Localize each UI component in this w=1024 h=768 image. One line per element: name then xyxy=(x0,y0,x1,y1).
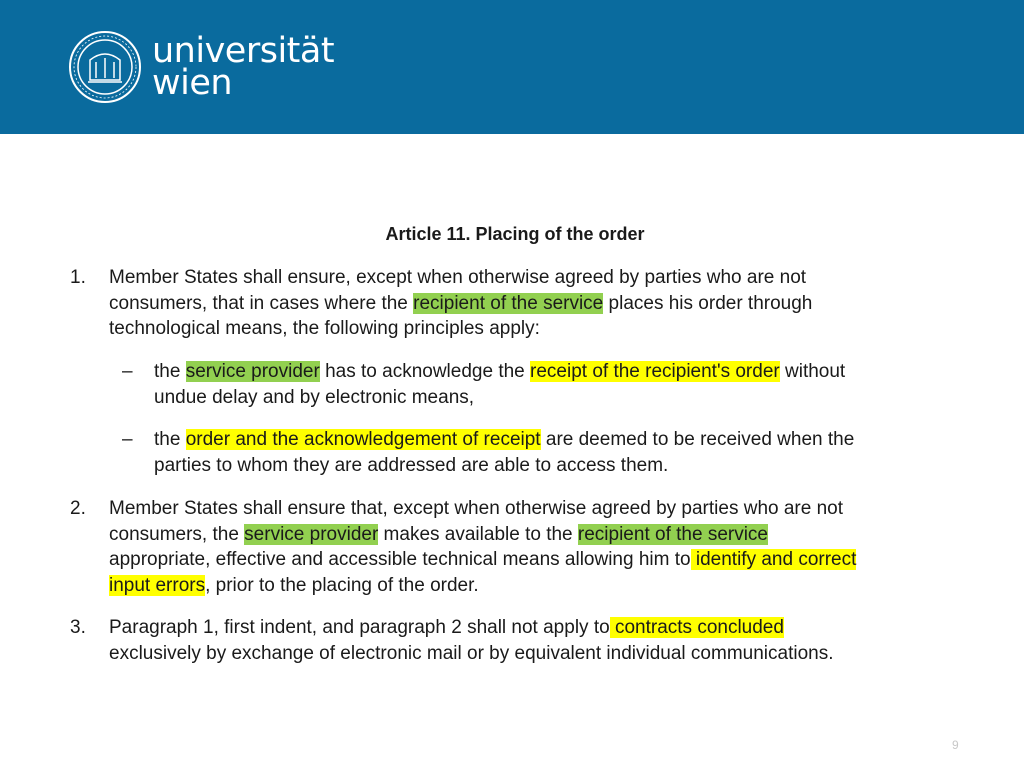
indent-2 xyxy=(122,427,952,479)
university-logo[interactable] xyxy=(68,30,334,104)
paragraph-number: 2. xyxy=(70,498,86,519)
highlight-yellow: contracts concluded xyxy=(609,617,784,638)
header-banner xyxy=(0,0,1024,134)
text-segment: places his order through xyxy=(603,292,813,314)
text-segment: consumers, the xyxy=(109,523,245,545)
article-title: Article 11. Placing of the order xyxy=(385,224,645,244)
page-number: 9 xyxy=(952,738,959,752)
text-segment: the xyxy=(154,429,186,450)
dash-bullet: – xyxy=(122,429,133,450)
highlight-green: service provider xyxy=(244,523,379,545)
logo-line-2: wien xyxy=(152,63,233,103)
highlight-green: recipient of the service xyxy=(413,292,604,314)
text-segment: are deemed to be received when the xyxy=(540,429,855,450)
text-segment: Paragraph 1, first indent, and paragraph 2 shall not apply to xyxy=(109,617,610,638)
indent-text xyxy=(154,427,954,478)
highlight-yellow: receipt of the recipient's order xyxy=(530,361,780,382)
paragraph-number: 3. xyxy=(70,617,86,638)
logo-wordmark xyxy=(152,31,335,103)
text-segment: without xyxy=(779,361,846,382)
text-segment: the xyxy=(154,361,186,382)
university-seal-icon xyxy=(68,30,142,104)
paragraph-1 xyxy=(70,265,970,345)
text-segment: , prior to the placing of the order. xyxy=(205,574,479,596)
text-segment: technological means, the following principles apply: xyxy=(109,318,540,339)
paragraph-text xyxy=(109,496,969,598)
highlight-green: recipient of the service xyxy=(577,523,768,545)
text-segment: exclusively by exchange of electronic mail or by equivalent individual communications. xyxy=(109,642,834,664)
paragraph-2 xyxy=(70,496,970,600)
text-segment: parties to whom they are addressed are able to access them. xyxy=(154,454,669,476)
paragraph-3 xyxy=(70,615,970,667)
highlight-yellow: identify and correct xyxy=(690,549,857,570)
text-segment: undue delay and by electronic means, xyxy=(154,386,475,408)
text-segment: Member States shall ensure, except when otherwise agreed by parties who are not xyxy=(109,267,807,288)
highlight-yellow: input errors xyxy=(109,574,206,596)
paragraph-text xyxy=(109,615,969,666)
text-segment: has to acknowledge the xyxy=(319,361,531,382)
paragraph-number: 1. xyxy=(70,267,86,288)
text-segment: consumers, that in cases where the xyxy=(109,292,414,314)
indent-text xyxy=(154,359,954,410)
text-segment: makes available to the xyxy=(378,523,578,545)
dash-bullet: – xyxy=(122,361,133,382)
text-segment: Member States shall ensure that, except when otherwise agreed by parties who are not xyxy=(109,498,844,519)
indent-1 xyxy=(122,359,952,411)
logo-line-1: universität xyxy=(152,31,335,71)
paragraph-text xyxy=(109,265,969,342)
text-segment: appropriate, effective and accessible technical means allowing him to xyxy=(109,549,691,570)
highlight-yellow: order and the acknowledgement of receipt xyxy=(185,429,541,450)
highlight-green: service provider xyxy=(185,361,320,382)
